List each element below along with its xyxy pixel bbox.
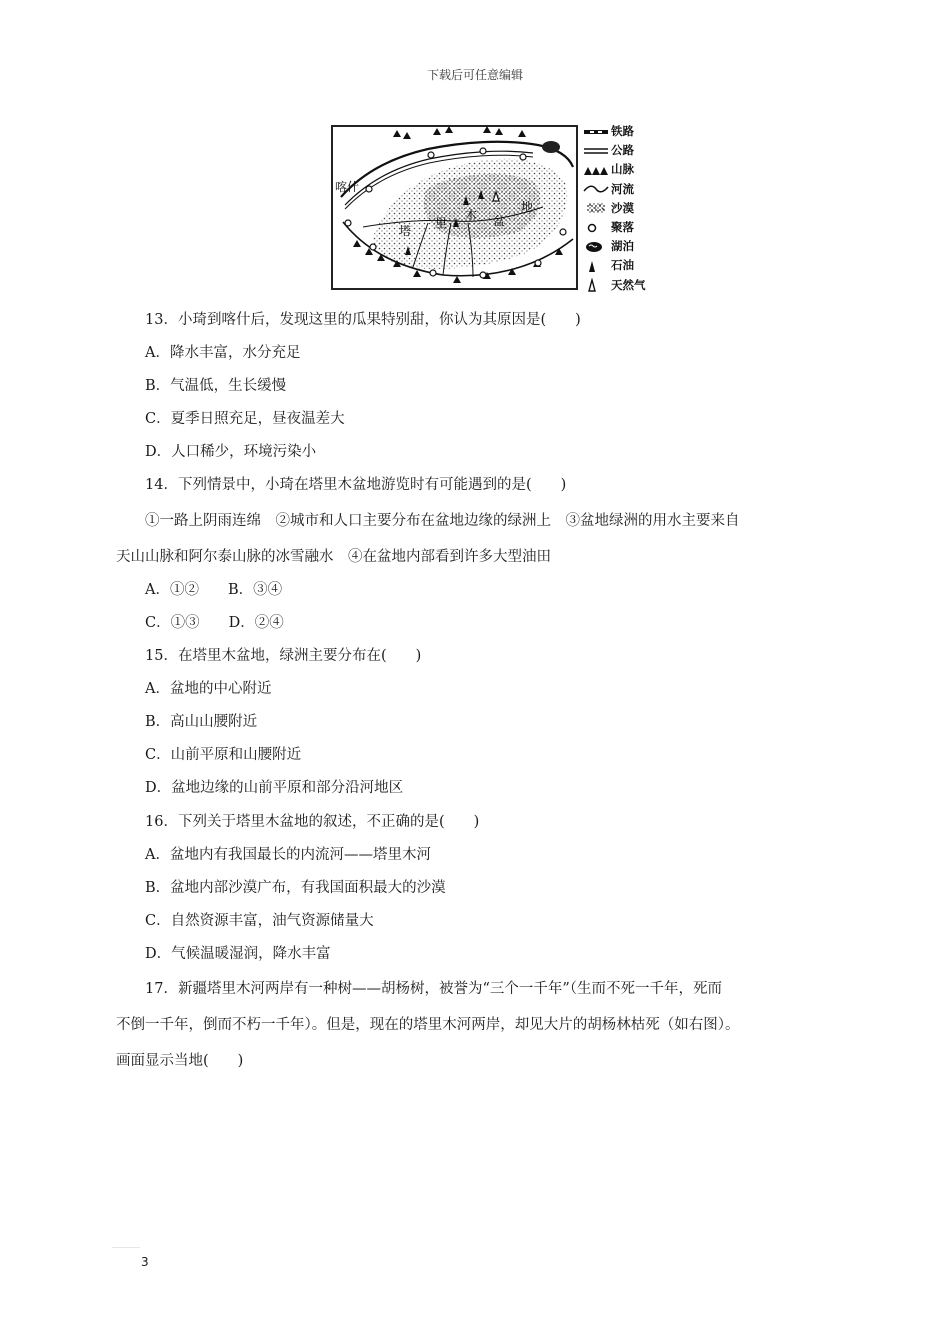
legend-item-mountain: [583, 160, 659, 179]
legend-label: 天然气: [611, 277, 646, 292]
question-17-line2: 不倒一千年，倒而不朽一千年）。但是，现在的塔里木河两岸，却见大片的胡杨林枯死（如右图）。: [116, 1017, 740, 1033]
legend-label: 湖泊: [611, 239, 634, 254]
question-16-option-c: C．自然资源丰富，油气资源储量大: [145, 913, 374, 929]
legend-item-river: [583, 180, 659, 199]
legend-label: 山脉: [611, 162, 634, 177]
question-14-options-row1: A．①② B．③④: [145, 582, 283, 598]
tarim-basin-map: [331, 125, 578, 290]
legend-label: 沙漠: [611, 200, 634, 215]
legend-item-oil: [583, 256, 659, 275]
question-15-stem: 15．在塔里木盆地，绿洲主要分布在( ): [145, 648, 422, 664]
legend-label: 公路: [611, 143, 634, 158]
legend-item-desert: [583, 199, 659, 218]
highway-icon: [583, 144, 609, 158]
legend-label: 河流: [611, 181, 634, 196]
legend-label: 铁路: [611, 124, 634, 138]
map-label-mu: 木: [465, 208, 478, 222]
settlement-icon: [583, 221, 609, 235]
question-16-option-d: D．气候温暖湿润，降水丰富: [145, 946, 331, 962]
question-13-option-c: C．夏季日照充足，昼夜温差大: [145, 411, 345, 427]
legend-item-railway: [583, 122, 659, 141]
question-15-option-b: B．高山山腰附近: [145, 714, 258, 730]
river-icon: [583, 182, 609, 196]
map-label-di: 地: [521, 200, 534, 214]
map-label-ta: 塔: [399, 224, 412, 238]
map-drawing: [333, 127, 576, 288]
railway-icon: [583, 125, 609, 139]
gas-icon: [583, 278, 609, 292]
map-label-kashgar: 喀什: [335, 180, 360, 194]
question-13-option-a: A．降水丰富，水分充足: [145, 345, 301, 361]
question-16-option-a: A．盆地内有我国最长的内流河——塔里木河: [145, 847, 431, 863]
mountain-icon: [583, 163, 609, 177]
question-15-option-c: C．山前平原和山腰附近: [145, 747, 302, 763]
question-13-option-b: B．气温低，生长缓慢: [145, 378, 287, 394]
legend-item-lake: [583, 237, 659, 256]
northern-mountains: [393, 127, 526, 139]
legend-item-gas: [583, 276, 659, 295]
legend-label: 聚落: [611, 219, 634, 234]
legend-item-highway: [583, 141, 659, 160]
question-14-stem: 14．下列情景中，小琦在塔里木盆地游览时有可能遇到的是( ): [145, 477, 567, 493]
question-14-options-row2: C．①③ D．②④: [145, 615, 284, 631]
desert-icon: [583, 201, 609, 215]
question-14-statements-line2: 天山山脉和阿尔泰山脉的冰雪融水 ④在盆地内部看到许多大型油田: [116, 549, 551, 565]
question-17-line1: 17．新疆塔里木河两岸有一种树——胡杨树，被誉为“三个一千年”（生而不死一千年，死而: [145, 981, 723, 997]
legend-label: 石油: [611, 258, 634, 273]
page-number: 3: [141, 1255, 149, 1269]
question-16-stem: 16．下列关于塔里木盆地的叙述，不正确的是( ): [145, 814, 480, 830]
legend-item-settlement: [583, 218, 659, 237]
map-label-pen: 盆: [493, 214, 506, 228]
map-label-li: 里: [435, 216, 448, 230]
page-header: 下载后可任意编辑: [426, 68, 523, 82]
page-corner-mark: [112, 1247, 140, 1248]
question-15-option-a: A．盆地的中心附近: [145, 681, 272, 697]
question-13-option-d: D．人口稀少，环境污染小: [145, 444, 317, 460]
question-15-option-d: D．盆地边缘的山前平原和部分沿河地区: [145, 780, 404, 796]
question-13-stem: 13．小琦到喀什后，发现这里的瓜果特别甜，你认为其原因是( ): [145, 312, 581, 328]
map-legend: [583, 122, 659, 292]
question-16-option-b: B．盆地内部沙漠广布，有我国面积最大的沙漠: [145, 880, 446, 896]
question-17-line3: 画面显示当地( ): [116, 1053, 244, 1069]
question-14-statements-line1: ①一路上阴雨连绵 ②城市和人口主要分布在盆地边缘的绿洲上 ③盆地绿洲的用水主要来自: [145, 513, 740, 529]
lake-icon: [583, 240, 609, 254]
tarim-basin-map-figure: [331, 122, 657, 292]
lake: [542, 141, 560, 153]
oil-icon: [583, 259, 609, 273]
